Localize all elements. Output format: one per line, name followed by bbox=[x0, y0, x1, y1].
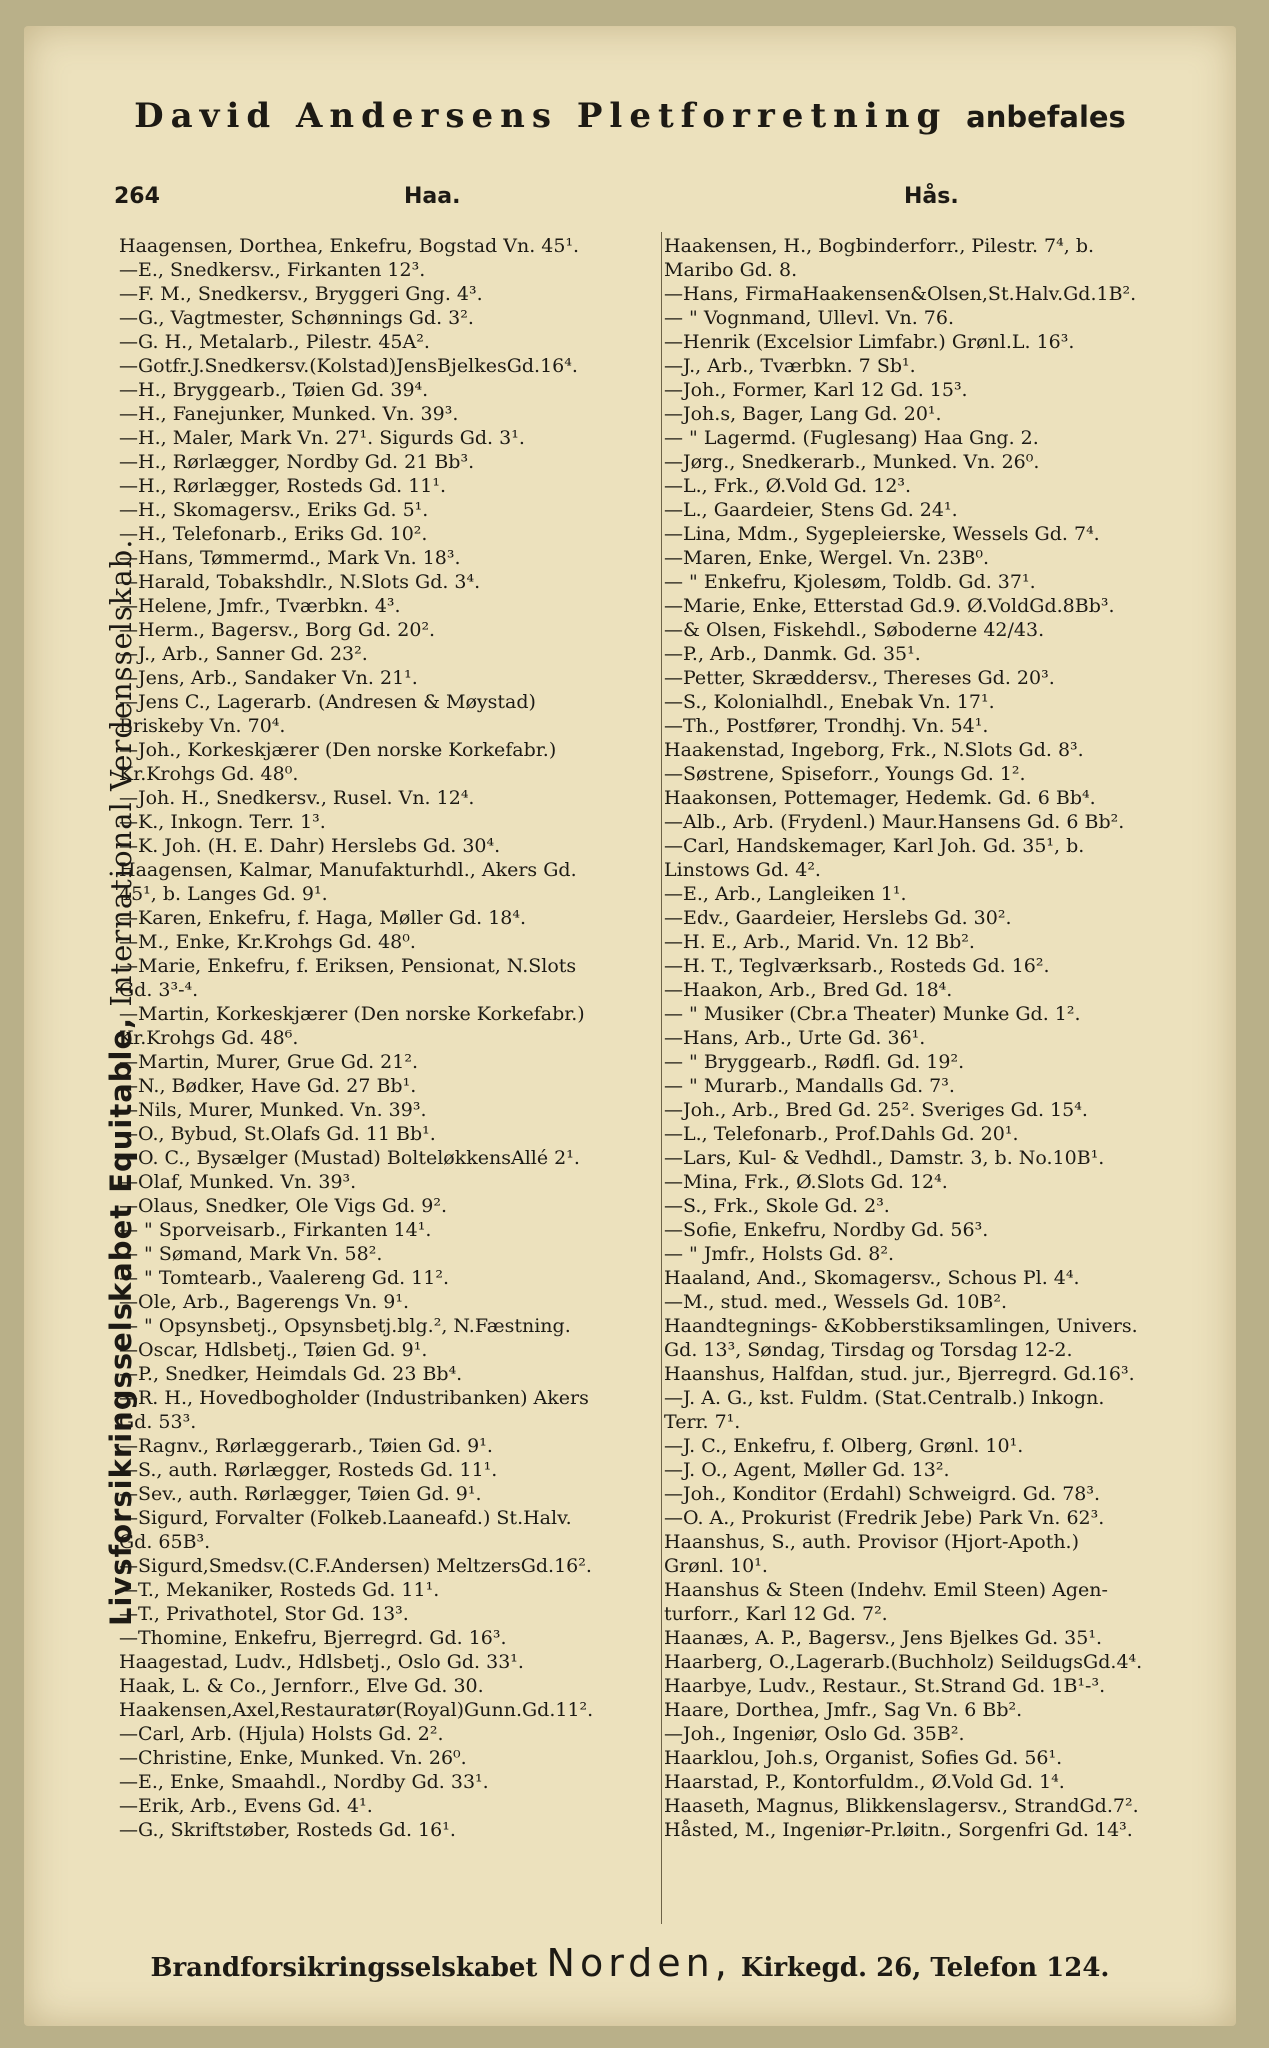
directory-entry-line: —O. C., Bysælger (Mustad) BolteløkkensAllé 2¹. bbox=[119, 1147, 580, 1169]
bottom-advertisement bbox=[24, 1941, 1236, 1985]
directory-entry-line: —Maren, Enke, Wergel. Vn. 23B⁰. bbox=[664, 547, 990, 569]
left-column-heading: Haa. bbox=[404, 184, 461, 209]
directory-entry-line: Terr. 7¹. bbox=[664, 1411, 741, 1433]
directory-entry-line: —Carl, Arb. (Hjula) Holsts Gd. 2². bbox=[119, 1723, 444, 1745]
directory-entry-line: Haaseth, Magnus, Blikkenslagersv., StrandGd.7². bbox=[664, 1795, 1139, 1817]
directory-entry-line: Haandtegnings- &Kobberstiksamlingen, Univers. bbox=[664, 1315, 1138, 1337]
directory-entry-line: —N., Bødker, Have Gd. 27 Bb¹. bbox=[119, 1075, 417, 1097]
directory-entry-line: —K. Joh. (H. E. Dahr) Herslebs Gd. 30⁴. bbox=[119, 835, 501, 857]
directory-entry-line: Gd. 53³. bbox=[119, 1411, 197, 1433]
directory-entry-line: — " Tomtearb., Vaalereng Gd. 11². bbox=[119, 1267, 450, 1289]
directory-entry-line: —Alb., Arb. (Frydenl.) Maur.Hansens Gd. 6 Bb². bbox=[664, 811, 1125, 833]
directory-entry-line: Haanæs, A. P., Bagersv., Jens Bjelkes Gd. 35¹. bbox=[664, 1627, 1102, 1649]
directory-entry-line: —Hans, FirmaHaakensen&Olsen,St.Halv.Gd.1B². bbox=[664, 283, 1137, 305]
directory-entry-line: —P., Snedker, Heimdals Gd. 23 Bb⁴. bbox=[119, 1363, 463, 1385]
directory-entry-line: —Karen, Enkefru, f. Haga, Møller Gd. 18⁴. bbox=[119, 907, 527, 929]
directory-entry-line: —G. H., Metalarb., Pilestr. 45A². bbox=[119, 331, 430, 353]
directory-entry-line: —Lars, Kul- & Vedhdl., Damstr. 3, b. No.10B¹. bbox=[664, 1147, 1105, 1169]
directory-entry-line: Briskeby Vn. 70⁴. bbox=[119, 715, 286, 737]
directory-entry-line: —S., auth. Rørlægger, Rosteds Gd. 11¹. bbox=[119, 1459, 498, 1481]
directory-entry-line: — " Opsynsbetj., Opsynsbetj.blg.², N.Fæstning. bbox=[119, 1315, 571, 1337]
directory-entry-line: Gd. 65B³. bbox=[119, 1531, 211, 1553]
directory-entry-line: —M., Enke, Kr.Krohgs Gd. 48⁰. bbox=[119, 931, 416, 953]
directory-entry-line: Haaland, And., Skomagersv., Schous Pl. 4⁴. bbox=[664, 1267, 1080, 1289]
directory-entry-line: —G., Skriftstøber, Rosteds Gd. 16¹. bbox=[119, 1819, 456, 1841]
directory-entry-line: — " Lagermd. (Fuglesang) Haa Gng. 2. bbox=[664, 427, 1039, 449]
directory-entry-line: —Ole, Arb., Bagerengs Vn. 9¹. bbox=[119, 1291, 410, 1313]
page-number: 264 bbox=[114, 184, 160, 209]
directory-entry-line: —Hans, Tømmermd., Mark Vn. 18³. bbox=[119, 547, 461, 569]
side-ad-bold: Livsforsikringsselskabet Equitable, bbox=[104, 1016, 138, 1626]
directory-entry-line: —E., Enke, Smaahdl., Nordby Gd. 33¹. bbox=[119, 1771, 489, 1793]
directory-entry-line: —H., Bryggearb., Tøien Gd. 39⁴. bbox=[119, 379, 429, 401]
directory-entry-line: — " Vognmand, Ullevl. Vn. 76. bbox=[664, 307, 955, 329]
top-advertisement bbox=[24, 96, 1236, 136]
directory-entry-line: —Martin, Korkeskjærer (Den norske Korkefabr.) bbox=[119, 1003, 585, 1025]
directory-entry-line: —H., Rørlægger, Nordby Gd. 21 Bb³. bbox=[119, 451, 475, 473]
side-ad-rest: International Verdensselskab. bbox=[104, 538, 138, 1007]
directory-entry-line: — " Musiker (Cbr.a Theater) Munke Gd. 1². bbox=[664, 1003, 1081, 1025]
column-divider bbox=[661, 232, 662, 1924]
directory-entry-line: —Joh. H., Snedkersv., Rusel. Vn. 12⁴. bbox=[119, 787, 475, 809]
banner-tail: anbefales bbox=[966, 100, 1126, 134]
directory-entry-line: —L., Telefonarb., Prof.Dahls Gd. 20¹. bbox=[664, 1123, 1019, 1145]
directory-entry-line: —Mina, Frk., Ø.Slots Gd. 12⁴. bbox=[664, 1171, 948, 1193]
directory-entry-line: —T., Privathotel, Stor Gd. 13³. bbox=[119, 1603, 409, 1625]
directory-entry-line: —Joh., Ingeniør, Oslo Gd. 35B². bbox=[664, 1723, 965, 1745]
directory-entry-line: Haagensen, Kalmar, Manufakturhdl., Akers Gd. bbox=[119, 859, 577, 881]
directory-entry-line: —Edv., Gaardeier, Herslebs Gd. 30². bbox=[664, 907, 1012, 929]
directory-entry-line: turforr., Karl 12 Gd. 7². bbox=[664, 1603, 888, 1625]
directory-entry-line: Haanshus & Steen (Indehv. Emil Steen) Agen- bbox=[664, 1579, 1108, 1601]
directory-entry-line: Haarstad, P., Kontorfuldm., Ø.Vold Gd. 1⁴. bbox=[664, 1771, 1065, 1793]
directory-entry-line: 45¹, b. Langes Gd. 9¹. bbox=[119, 883, 328, 905]
banner-title: David Andersens Pletforretning bbox=[134, 96, 948, 136]
directory-entry-line: —R. H., Hovedbogholder (Industribanken) Akers bbox=[119, 1387, 589, 1409]
directory-entry-line: Haak, L. & Co., Jernforr., Elve Gd. 30. bbox=[119, 1675, 484, 1697]
directory-entry-line: Grønl. 10¹. bbox=[664, 1555, 768, 1577]
directory-entry-line: —Sev., auth. Rørlægger, Tøien Gd. 9¹. bbox=[119, 1483, 482, 1505]
directory-entry-line: —Oscar, Hdlsbetj., Tøien Gd. 9¹. bbox=[119, 1339, 428, 1361]
directory-entry-line: —E., Snedkersv., Firkanten 12³. bbox=[119, 259, 426, 281]
directory-entry-line: Haare, Dorthea, Jmfr., Sag Vn. 6 Bb². bbox=[664, 1699, 1023, 1721]
directory-entry-line: —Sofie, Enkefru, Nordby Gd. 56³. bbox=[664, 1219, 989, 1241]
directory-entry-line: —Olaus, Snedker, Ole Vigs Gd. 9². bbox=[119, 1195, 448, 1217]
directory-entry-line: —L., Frk., Ø.Vold Gd. 12³. bbox=[664, 475, 912, 497]
directory-entry-line: —Marie, Enkefru, f. Eriksen, Pensionat, N.Slots bbox=[119, 955, 577, 977]
directory-entry-line: Kr.Krohgs Gd. 48⁶. bbox=[119, 1027, 299, 1049]
right-column-heading: Hås. bbox=[904, 184, 959, 209]
directory-entry-line: — " Sporveisarb., Firkanten 14¹. bbox=[119, 1219, 432, 1241]
directory-entry-line: —Lina, Mdm., Sygepleierske, Wessels Gd. 7⁴. bbox=[664, 523, 1100, 545]
directory-entry-line: —Joh., Former, Karl 12 Gd. 15³. bbox=[664, 379, 968, 401]
directory-entry-line: Gd. 3³-⁴. bbox=[119, 979, 199, 1001]
directory-entry-line: —H., Maler, Mark Vn. 27¹. Sigurds Gd. 3¹. bbox=[119, 427, 525, 449]
directory-entry-line: —Joh., Arb., Bred Gd. 25². Sveriges Gd. 15⁴. bbox=[664, 1099, 1088, 1121]
directory-entry-line: —J. A. G., kst. Fuldm. (Stat.Centralb.) Inkogn. bbox=[664, 1387, 1105, 1409]
directory-entry-line: —S., Frk., Skole Gd. 2³. bbox=[664, 1195, 890, 1217]
directory-entry-line: —J., Arb., Tværbkn. 7 Sb¹. bbox=[664, 355, 916, 377]
directory-entry-line: —H., Fanejunker, Munked. Vn. 39³. bbox=[119, 403, 459, 425]
directory-entry-line: —H., Skomagersv., Eriks Gd. 5¹. bbox=[119, 499, 429, 521]
directory-entry-line: Maribo Gd. 8. bbox=[664, 259, 798, 281]
directory-entry-line: —Olaf, Munked. Vn. 39³. bbox=[119, 1171, 357, 1193]
directory-entry-line: —Thomine, Enkefru, Bjerregrd. Gd. 16³. bbox=[119, 1627, 507, 1649]
directory-entry-line: —Hans, Arb., Urte Gd. 36¹. bbox=[664, 1027, 926, 1049]
directory-entry-line: —Joh.s, Bager, Lang Gd. 20¹. bbox=[664, 403, 942, 425]
directory-entry-line: Haarbye, Ludv., Restaur., St.Strand Gd. 1B¹-³. bbox=[664, 1675, 1106, 1697]
directory-entry-line: Kr.Krohgs Gd. 48⁰. bbox=[119, 763, 299, 785]
directory-entry-line: —Petter, Skræddersv., Thereses Gd. 20³. bbox=[664, 667, 1055, 689]
directory-entry-line: —O., Bybud, St.Olafs Gd. 11 Bb¹. bbox=[119, 1123, 436, 1145]
directory-entry-line: —H., Telefonarb., Eriks Gd. 10². bbox=[119, 523, 428, 545]
directory-entry-line: —Haakon, Arb., Bred Gd. 18⁴. bbox=[664, 979, 953, 1001]
directory-entry-line: —H. T., Teglværksarb., Rosteds Gd. 16². bbox=[664, 955, 1050, 977]
directory-entry-line: —Sigurd, Forvalter (Folkeb.Laaneafd.) St.Halv. bbox=[119, 1507, 572, 1529]
directory-entry-line: Haanshus, S., auth. Provisor (Hjort-Apoth.) bbox=[664, 1531, 1080, 1553]
directory-entry-line: —P., Arb., Danmk. Gd. 35¹. bbox=[664, 643, 921, 665]
directory-entry-line: —Christine, Enke, Munked. Vn. 26⁰. bbox=[119, 1747, 467, 1769]
directory-entry-line: —F. M., Snedkersv., Bryggeri Gng. 4³. bbox=[119, 283, 483, 305]
footer-company: Norden, bbox=[546, 1941, 732, 1985]
directory-entry-line: —Joh., Konditor (Erdahl) Schweigrd. Gd. 78³. bbox=[664, 1483, 1101, 1505]
directory-entry-line: —L., Gaardeier, Stens Gd. 24¹. bbox=[664, 499, 958, 521]
directory-entry-line: —Helene, Jmfr., Tværbkn. 4³. bbox=[119, 595, 401, 617]
directory-entry-line: —J. O., Agent, Møller Gd. 13². bbox=[664, 1459, 950, 1481]
directory-entry-line: —Harald, Tobakshdlr., N.Slots Gd. 3⁴. bbox=[119, 571, 481, 593]
directory-entry-line: —S., Kolonialhdl., Enebak Vn. 17¹. bbox=[664, 691, 995, 713]
directory-entry-line: —Gotfr.J.Snedkersv.(Kolstad)JensBjelkesGd.16⁴. bbox=[119, 355, 578, 377]
directory-entry-line: Linstows Gd. 4². bbox=[664, 859, 821, 881]
directory-entry-line: —H., Rørlægger, Rosteds Gd. 11¹. bbox=[119, 475, 447, 497]
footer-pre: Brandforsikringsselskabet bbox=[150, 1953, 538, 1983]
directory-entry-line: —Henrik (Excelsior Limfabr.) Grønl.L. 16³. bbox=[664, 331, 1075, 353]
directory-entry-line: —T., Mekaniker, Rosteds Gd. 11¹. bbox=[119, 1579, 440, 1601]
directory-entry-line: — " Murarb., Mandalls Gd. 7³. bbox=[664, 1075, 955, 1097]
directory-entry-line: —J. C., Enkefru, f. Olberg, Grønl. 10¹. bbox=[664, 1435, 1024, 1457]
directory-entry-line: Haagensen, Dorthea, Enkefru, Bogstad Vn. 45¹. bbox=[119, 235, 580, 257]
directory-entry-line: —Martin, Murer, Grue Gd. 21². bbox=[119, 1051, 419, 1073]
directory-entry-line: —Erik, Arb., Evens Gd. 4¹. bbox=[119, 1795, 373, 1817]
directory-entry-line: —M., stud. med., Wessels Gd. 10B². bbox=[664, 1291, 1008, 1313]
directory-entry-line: —Carl, Handskemager, Karl Joh. Gd. 35¹, b. bbox=[664, 835, 1085, 857]
directory-entry-line: —H. E., Arb., Marid. Vn. 12 Bb². bbox=[664, 931, 975, 953]
directory-entry-line: —Nils, Murer, Munked. Vn. 39³. bbox=[119, 1099, 427, 1121]
directory-entry-line: —K., Inkogn. Terr. 1³. bbox=[119, 811, 326, 833]
directory-entry-line: —Jørg., Snedkerarb., Munked. Vn. 26⁰. bbox=[664, 451, 1040, 473]
left-column bbox=[119, 234, 659, 1842]
right-column bbox=[664, 234, 1204, 1842]
directory-page bbox=[24, 26, 1236, 2026]
directory-entry-line: —Herm., Bagersv., Borg Gd. 20². bbox=[119, 619, 436, 641]
directory-entry-line: Haanshus, Halfdan, stud. jur., Bjerregrd. Gd.16³. bbox=[664, 1363, 1135, 1385]
directory-entry-line: —G., Vagtmester, Schønnings Gd. 3². bbox=[119, 307, 474, 329]
directory-entry-line: Håsted, M., Ingeniør-Pr.løitn., Sorgenfri Gd. 14³. bbox=[664, 1819, 1133, 1841]
footer-post: Kirkegd. 26, Telefon 124. bbox=[740, 1953, 1110, 1983]
directory-entry-line: —J., Arb., Sanner Gd. 23². bbox=[119, 643, 368, 665]
directory-entry-line: Haakonsen, Pottemager, Hedemk. Gd. 6 Bb⁴. bbox=[664, 787, 1096, 809]
directory-entry-line: Haarberg, O.,Lagerarb.(Buchholz) SeildugsGd.4⁴. bbox=[664, 1651, 1143, 1673]
directory-entry-line: Haakensen,Axel,Restauratør(Royal)Gunn.Gd.11². bbox=[119, 1699, 594, 1721]
directory-entry-line: —Joh., Korkeskjærer (Den norske Korkefabr.) bbox=[119, 739, 557, 761]
directory-entry-line: —Th., Postfører, Trondhj. Vn. 54¹. bbox=[664, 715, 989, 737]
directory-entry-line: — " Sømand, Mark Vn. 58². bbox=[119, 1243, 383, 1265]
directory-entry-line: — " Bryggearb., Rødfl. Gd. 19². bbox=[664, 1051, 965, 1073]
directory-entry-line: — " Enkefru, Kjolesøm, Toldb. Gd. 37¹. bbox=[664, 571, 1036, 593]
directory-entry-line: Haarklou, Joh.s, Organist, Sofies Gd. 56¹. bbox=[664, 1747, 1063, 1769]
directory-entry-line: —O. A., Prokurist (Fredrik Jebe) Park Vn. 62³. bbox=[664, 1507, 1105, 1529]
directory-entry-line: —Sigurd,Smedsv.(C.F.Andersen) MeltzersGd.16². bbox=[119, 1555, 592, 1577]
directory-entry-line: —Ragnv., Rørlæggerarb., Tøien Gd. 9¹. bbox=[119, 1435, 493, 1457]
directory-entry-line: Haagestad, Ludv., Hdlsbetj., Oslo Gd. 33¹. bbox=[119, 1651, 524, 1673]
directory-entry-line: Haakenstad, Ingeborg, Frk., N.Slots Gd. 8³. bbox=[664, 739, 1084, 761]
directory-entry-line: —E., Arb., Langleiken 1¹. bbox=[664, 883, 907, 905]
directory-entry-line: Haakensen, H., Bogbinderforr., Pilestr. 7⁴, b. bbox=[664, 235, 1095, 257]
directory-entry-line: —& Olsen, Fiskehdl., Søboderne 42/43. bbox=[664, 619, 1045, 641]
directory-entry-line: Gd. 13³, Søndag, Tirsdag og Torsdag 12-2. bbox=[664, 1339, 1073, 1361]
directory-entry-line: —Jens C., Lagerarb. (Andresen & Møystad) bbox=[119, 691, 536, 713]
directory-entry-line: —Marie, Enke, Etterstad Gd.9. Ø.VoldGd.8Bb³. bbox=[664, 595, 1115, 617]
directory-entry-line: —Søstrene, Spiseforr., Youngs Gd. 1². bbox=[664, 763, 1026, 785]
directory-entry-line: — " Jmfr., Holsts Gd. 8². bbox=[664, 1243, 895, 1265]
directory-entry-line: —Jens, Arb., Sandaker Vn. 21¹. bbox=[119, 667, 418, 689]
